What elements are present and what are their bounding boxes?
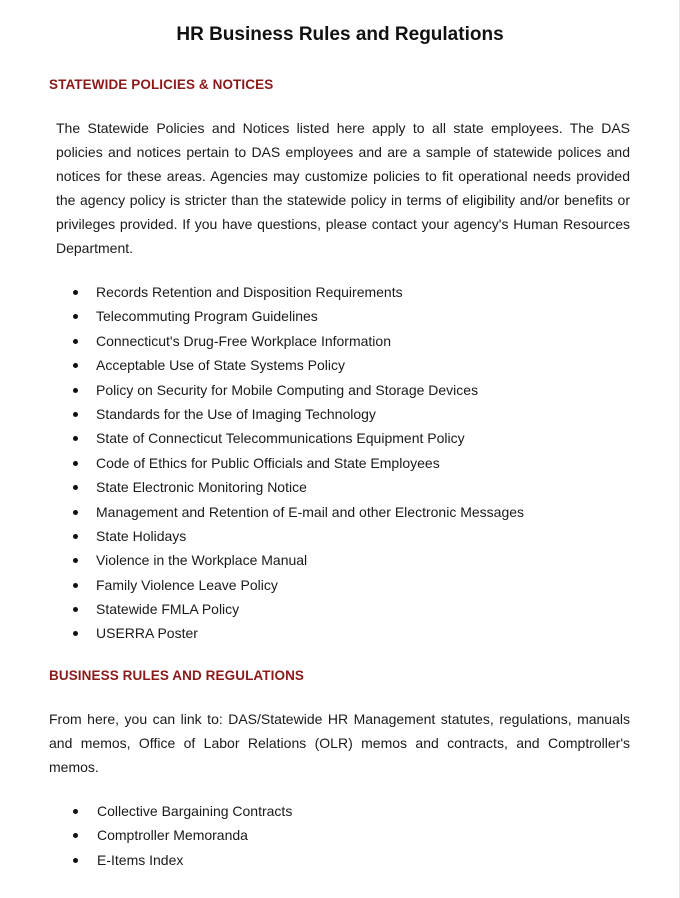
list-item[interactable]: [0, 475, 524, 499]
section-heading-statewide-policies: STATEWIDE POLICIES & NOTICES: [49, 77, 274, 92]
list-item[interactable]: [0, 426, 524, 450]
list-item-label: Collective Bargaining Contracts: [97, 803, 293, 819]
bullet-icon: [73, 607, 78, 612]
list-item-label: Statewide FMLA Policy: [96, 601, 240, 618]
list-item-label: State Electronic Monitoring Notice: [96, 479, 307, 496]
bullet-icon: [73, 534, 78, 539]
list-item-label: E-Items Index: [97, 851, 184, 868]
list-item-label: USERRA Poster: [96, 625, 198, 642]
list-item[interactable]: [0, 402, 524, 426]
list-item-label: Violence in the Workplace Manual: [96, 552, 308, 569]
bullet-icon: [73, 461, 78, 466]
list-item[interactable]: [0, 280, 524, 304]
statewide-policies-list: [0, 280, 524, 646]
section-heading-business-rules: BUSINESS RULES AND REGULATIONS: [49, 668, 305, 683]
list-item[interactable]: [0, 799, 292, 823]
list-item-label: Records Retention and Disposition Requirements: [96, 284, 403, 300]
list-item-label: Code of Ethics for Public Officials and State Employees: [96, 454, 440, 471]
list-item[interactable]: [0, 451, 524, 475]
bullet-icon: [73, 631, 78, 636]
list-item[interactable]: [0, 500, 524, 524]
list-item-label: Telecommuting Program Guidelines: [96, 308, 318, 325]
list-item-label: Comptroller Memoranda: [97, 827, 248, 844]
bullet-icon: [73, 510, 78, 515]
list-item-label: Standards for the Use of Imaging Technology: [96, 405, 376, 422]
bullet-icon: [73, 314, 78, 319]
list-item[interactable]: [0, 524, 524, 548]
bullet-icon: [73, 436, 78, 441]
list-item-label: Policy on Security for Mobile Computing and Storage Devices: [96, 381, 479, 398]
business-rules-list: [0, 799, 292, 872]
bullet-icon: [73, 858, 78, 863]
bullet-icon: [73, 363, 78, 368]
list-item[interactable]: [0, 378, 524, 402]
bullet-icon: [73, 290, 78, 295]
list-item[interactable]: [0, 353, 524, 377]
list-item[interactable]: [0, 848, 292, 872]
list-item[interactable]: [0, 597, 524, 621]
bullet-icon: [73, 485, 78, 490]
list-item-label: Family Violence Leave Policy: [96, 576, 278, 593]
bullet-icon: [73, 412, 78, 417]
list-item-label: Connecticut's Drug-Free Workplace Information: [96, 332, 391, 349]
bullet-icon: [73, 833, 78, 838]
bullet-icon: [73, 339, 78, 344]
bullet-icon: [73, 583, 78, 588]
bullet-icon: [73, 388, 78, 393]
list-item[interactable]: [0, 329, 524, 353]
business-rules-paragraph: From here, you can link to: DAS/Statewide HR Management statutes, regulations, manuals and memos, Office of Labor Relations (OLR) memos and contracts, and Comptroller's memos.: [49, 711, 630, 775]
page-title: HR Business Rules and Regulations: [176, 24, 504, 45]
bullet-icon: [73, 558, 78, 563]
list-item-label: State of Connecticut Telecommunications Equipment Policy: [96, 430, 465, 447]
list-item[interactable]: [0, 548, 524, 572]
list-item[interactable]: [0, 573, 524, 597]
list-item[interactable]: [0, 304, 524, 328]
list-item-label: Acceptable Use of State Systems Policy: [96, 357, 345, 374]
list-item-label: State Holidays: [96, 527, 187, 544]
list-item[interactable]: [0, 823, 292, 847]
statewide-policies-paragraph: The Statewide Policies and Notices listed here apply to all state employees. The DAS policies and notices pertain to DAS employees and are a sample of statewide polices and notices for these areas. Agencies may customize policies to fit operational needs provided the agency policy is stricter than the statewide policy in terms of eligibility and/or benefits or privileges provided. If you have questions, please contact your agency's Human Resources Department.: [56, 120, 630, 256]
list-item-label: Management and Retention of E-mail and other Electronic Messages: [96, 503, 525, 520]
list-item[interactable]: [0, 621, 524, 645]
bullet-icon: [73, 809, 78, 814]
